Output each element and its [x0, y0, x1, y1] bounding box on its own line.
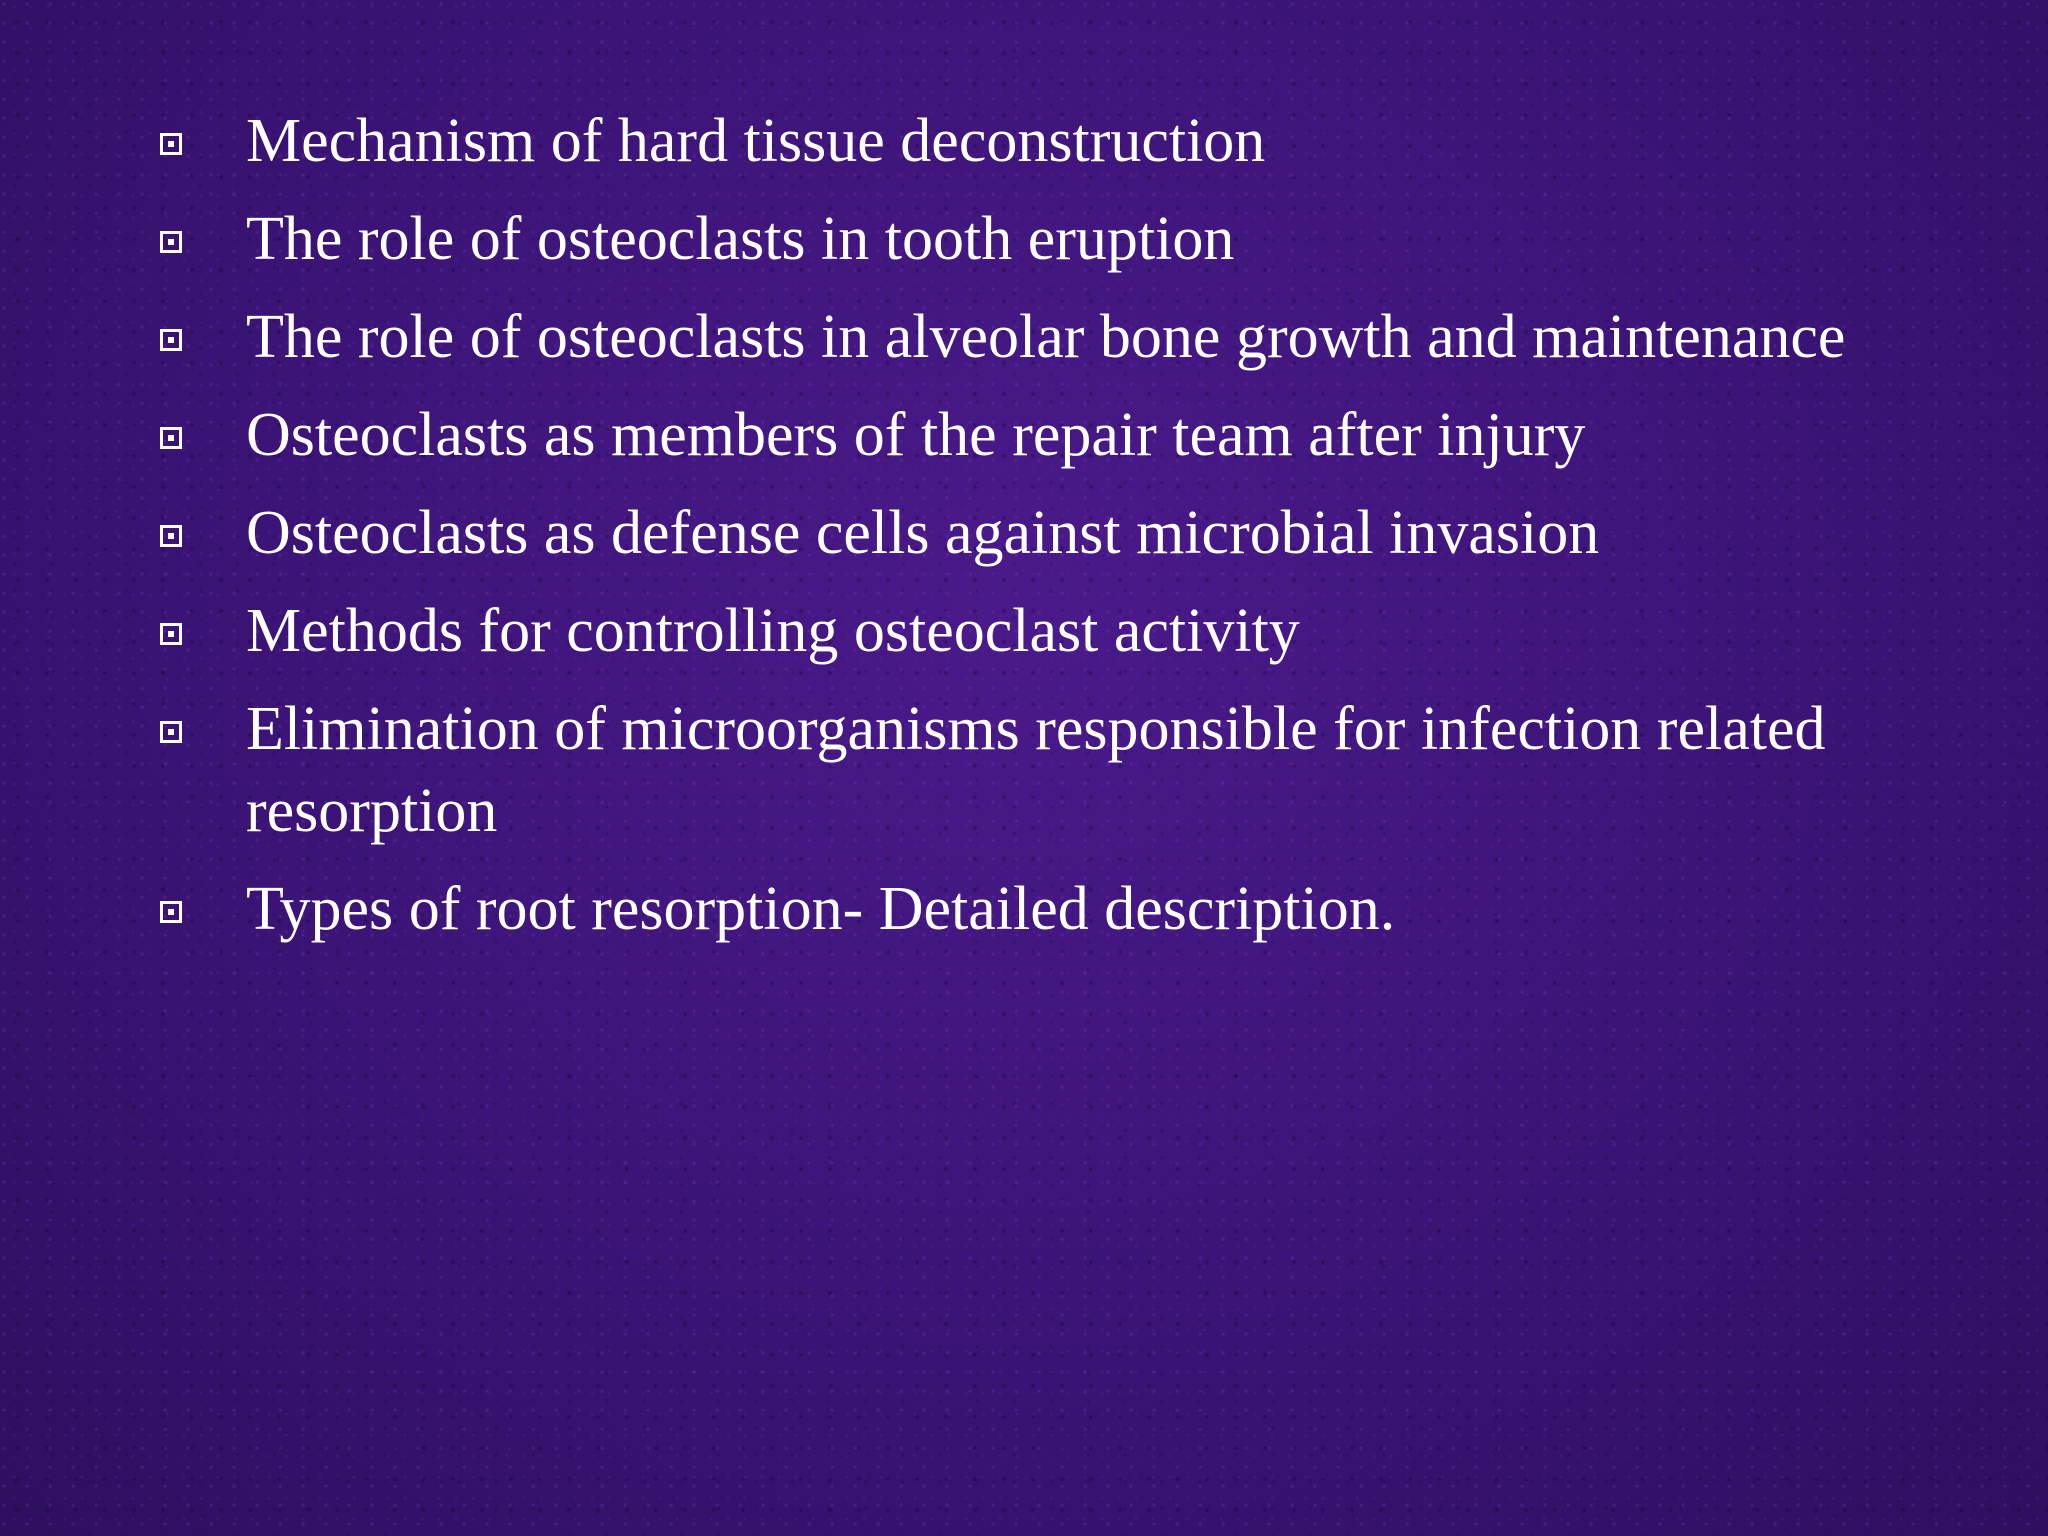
boxed-square-bullet-icon [160, 329, 182, 351]
boxed-square-bullet-icon [160, 133, 182, 155]
boxed-square-bullet-icon [160, 427, 182, 449]
bullet-text: Mechanism of hard tissue deconstruction [246, 107, 1266, 175]
bullet-item [0, 868, 2048, 950]
bullet-item [0, 198, 2048, 280]
bullet-item [0, 590, 2048, 672]
bullet-item [0, 688, 2048, 852]
bullet-text: Methods for controlling osteoclast activity [246, 597, 1300, 665]
bullet-item [0, 100, 2048, 182]
bullet-list [0, 100, 2048, 966]
bullet-text: Types of root resorption- Detailed description. [246, 875, 1396, 943]
bullet-item [0, 394, 2048, 476]
bullet-text: Osteoclasts as defense cells against microbial invasion [246, 499, 1600, 567]
boxed-square-bullet-icon [160, 525, 182, 547]
boxed-square-bullet-icon [160, 901, 182, 923]
bullet-text: Elimination of microorganisms responsible for infection related resorption [246, 695, 1826, 845]
boxed-square-bullet-icon [160, 721, 182, 743]
bullet-item [0, 492, 2048, 574]
boxed-square-bullet-icon [160, 623, 182, 645]
boxed-square-bullet-icon [160, 231, 182, 253]
bullet-text: The role of osteoclasts in tooth eruption [246, 205, 1235, 273]
bullet-text: The role of osteoclasts in alveolar bone growth and maintenance [246, 303, 1846, 371]
bullet-text: Osteoclasts as members of the repair team after injury [246, 401, 1586, 469]
bullet-item [0, 296, 2048, 378]
